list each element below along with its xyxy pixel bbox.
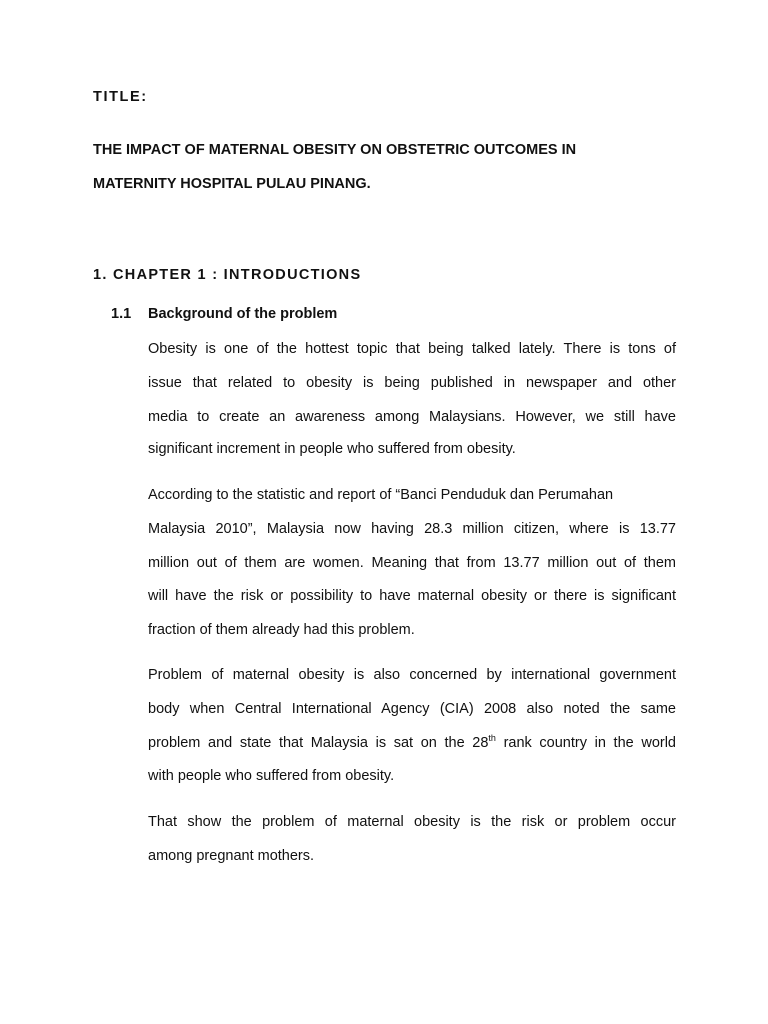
paragraph-3-rank-line [148, 734, 676, 752]
chapter-heading: 1. CHAPTER 1 : INTRODUCTIONS [93, 267, 362, 283]
section-number: 1.1 [111, 306, 132, 322]
title-label: TITLE: [93, 89, 148, 105]
paragraph-1-line: Obesity is one of the hottest topic that being talked lately. There is tons of [148, 341, 676, 357]
paragraph-2-line: fraction of them already had this problem. [148, 622, 415, 638]
rank-line-before: problem and state that Malaysia is sat on the 28 [148, 735, 489, 751]
paragraph-4-line: among pregnant mothers. [148, 848, 315, 864]
paragraph-3-line: Problem of maternal obesity is also concerned by international government [148, 667, 676, 683]
paragraph-1-line: significant increment in people who suffered from obesity. [148, 441, 516, 457]
paragraph-2-line: According to the statistic and report of “Banci Penduduk dan Perumahan [148, 487, 614, 503]
paragraph-2-line: Malaysia 2010”, Malaysia now having 28.3 million citizen, where is 13.77 [148, 521, 676, 537]
paragraph-1-line: issue that related to obesity is being published in newspaper and other [148, 375, 676, 391]
paragraph-2-line: million out of them are women. Meaning that from 13.77 million out of them [148, 555, 676, 571]
section-title: Background of the problem [148, 306, 338, 322]
paragraph-4-line: That show the problem of maternal obesity is the risk or problem occur [148, 814, 676, 830]
rank-superscript: th [488, 733, 496, 744]
paragraph-2-line: will have the risk or possibility to have maternal obesity or there is significant [148, 588, 676, 604]
document-title-line-1: THE IMPACT OF MATERNAL OBESITY ON OBSTETRIC OUTCOMES IN [93, 142, 577, 158]
document-title-line-2: MATERNITY HOSPITAL PULAU PINANG. [93, 176, 371, 192]
paragraph-3-line: with people who suffered from obesity. [148, 768, 395, 784]
rank-line-after: rank country in the world [495, 735, 676, 751]
paragraph-1-line: media to create an awareness among Malaysians. However, we still have [148, 409, 676, 425]
paragraph-3-line: body when Central International Agency (CIA) 2008 also noted the same [148, 701, 676, 717]
